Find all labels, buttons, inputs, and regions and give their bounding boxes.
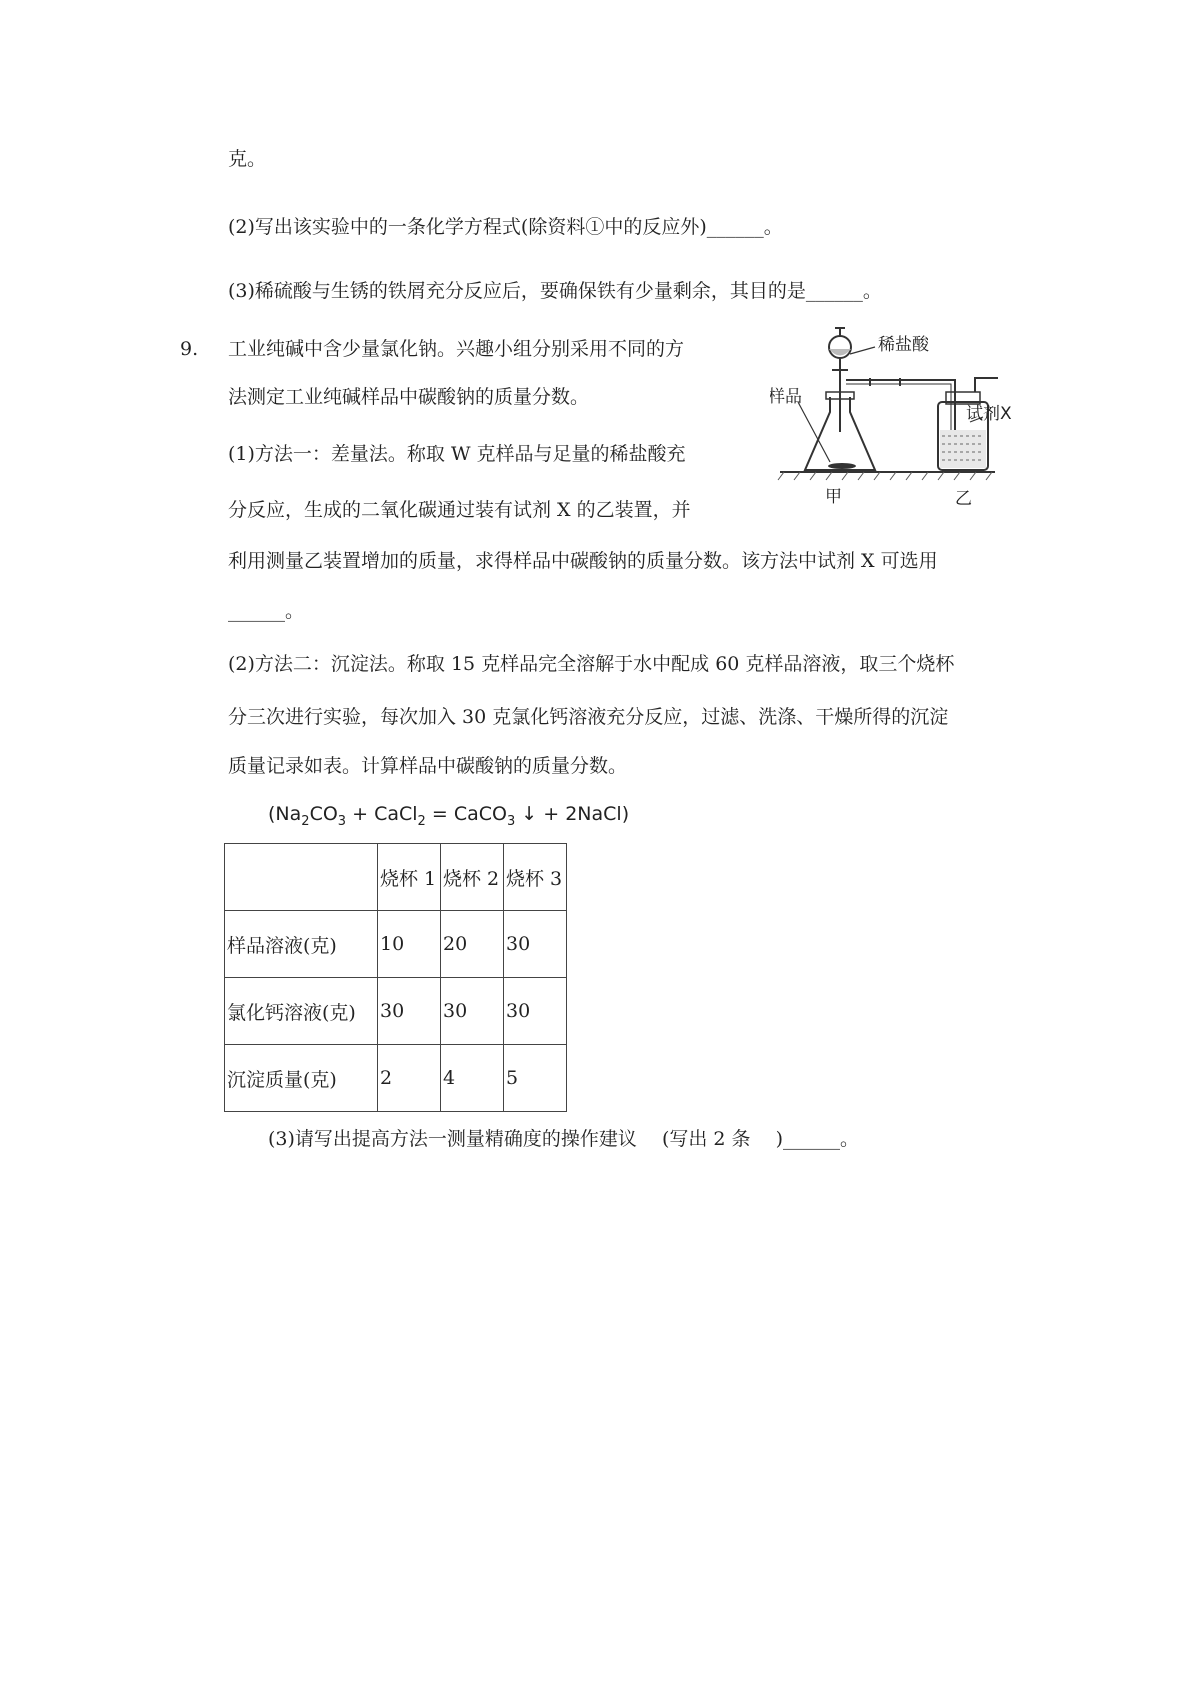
apparatus-figure — [770, 322, 1030, 512]
question-9-number: 9. — [180, 338, 199, 360]
question-8-part-3: (3)稀硫酸与生锈的铁屑充分反应后，要确保铁有少量剩余，其目的是______。 — [228, 280, 882, 302]
acid-label: 稀盐酸 — [878, 335, 929, 355]
apparatus-jia-label: 甲 — [825, 487, 842, 507]
table-header-row — [225, 844, 567, 911]
table-row — [225, 978, 567, 1045]
table-header-cell — [225, 844, 378, 911]
question-9-part-2-line-1: (2)方法二：沉淀法。称取 15 克样品完全溶解于水中配成 60 克样品溶液，取三个烧杯 — [228, 653, 955, 675]
question-9-intro-line-1: 工业纯碱中含少量氯化钠。兴趣小组分别采用不同的方 — [228, 338, 685, 360]
table-cell: 10 — [378, 911, 441, 978]
table-cell: 20 — [441, 911, 504, 978]
reaction-equation: ($Na_2CO_3$ + CaCl$_2$ = CaCO$_3$ ↓ + 2NaCl) — [268, 803, 630, 829]
question-8-part-2: (2)写出该实验中的一条化学方程式(除资料①中的反应外)______。 — [228, 216, 783, 238]
apparatus-yi-label: 乙 — [955, 489, 972, 509]
table-cell: 氯化钙溶液(克) — [225, 978, 378, 1045]
table-cell: 5 — [504, 1045, 567, 1112]
question-9-part-2-line-3: 质量记录如表。计算样品中碳酸钠的质量分数。 — [228, 755, 628, 777]
table-header-cell: 烧杯 1 — [378, 844, 441, 911]
table-cell: 30 — [378, 978, 441, 1045]
table-cell: 4 — [441, 1045, 504, 1112]
question-9-part-3: (3)请写出提高方法一测量精确度的操作建议 (写出 2 条 )______。 — [268, 1128, 859, 1150]
table-cell: 30 — [504, 978, 567, 1045]
table-cell: 30 — [504, 911, 567, 978]
question-9-intro-line-2: 法测定工业纯碱样品中碳酸钠的质量分数。 — [228, 386, 590, 408]
table-cell: 沉淀质量(克) — [225, 1045, 378, 1112]
data-table — [224, 843, 567, 1112]
table-cell: 样品溶液(克) — [225, 911, 378, 978]
table-cell: 30 — [441, 978, 504, 1045]
question-9-part-2-line-2: 分三次进行实验，每次加入 30 克氯化钙溶液充分反应，过滤、洗涤、干燥所得的沉淀 — [228, 706, 949, 728]
table-header-cell: 烧杯 3 — [504, 844, 567, 911]
question-9-part-1-line-3: 利用测量乙装置增加的质量，求得样品中碳酸钠的质量分数。该方法中试剂 X 可选用 — [228, 550, 938, 572]
question-9-part-1-blank: ______。 — [228, 600, 305, 622]
question-9-part-1-line-2: 分反应，生成的二氧化碳通过装有试剂 X 的乙装置，并 — [228, 499, 691, 521]
table-cell: 2 — [378, 1045, 441, 1112]
answer-fragment-unit: 克。 — [228, 148, 267, 170]
table-row — [225, 1045, 567, 1112]
table-header-cell: 烧杯 2 — [441, 844, 504, 911]
table-row — [225, 911, 567, 978]
question-9-part-1-line-1: (1)方法一：差量法。称取 W 克样品与足量的稀盐酸充 — [228, 443, 686, 465]
reagent-label: 试剂X — [966, 404, 1012, 424]
sample-label: 样品 — [770, 387, 802, 407]
